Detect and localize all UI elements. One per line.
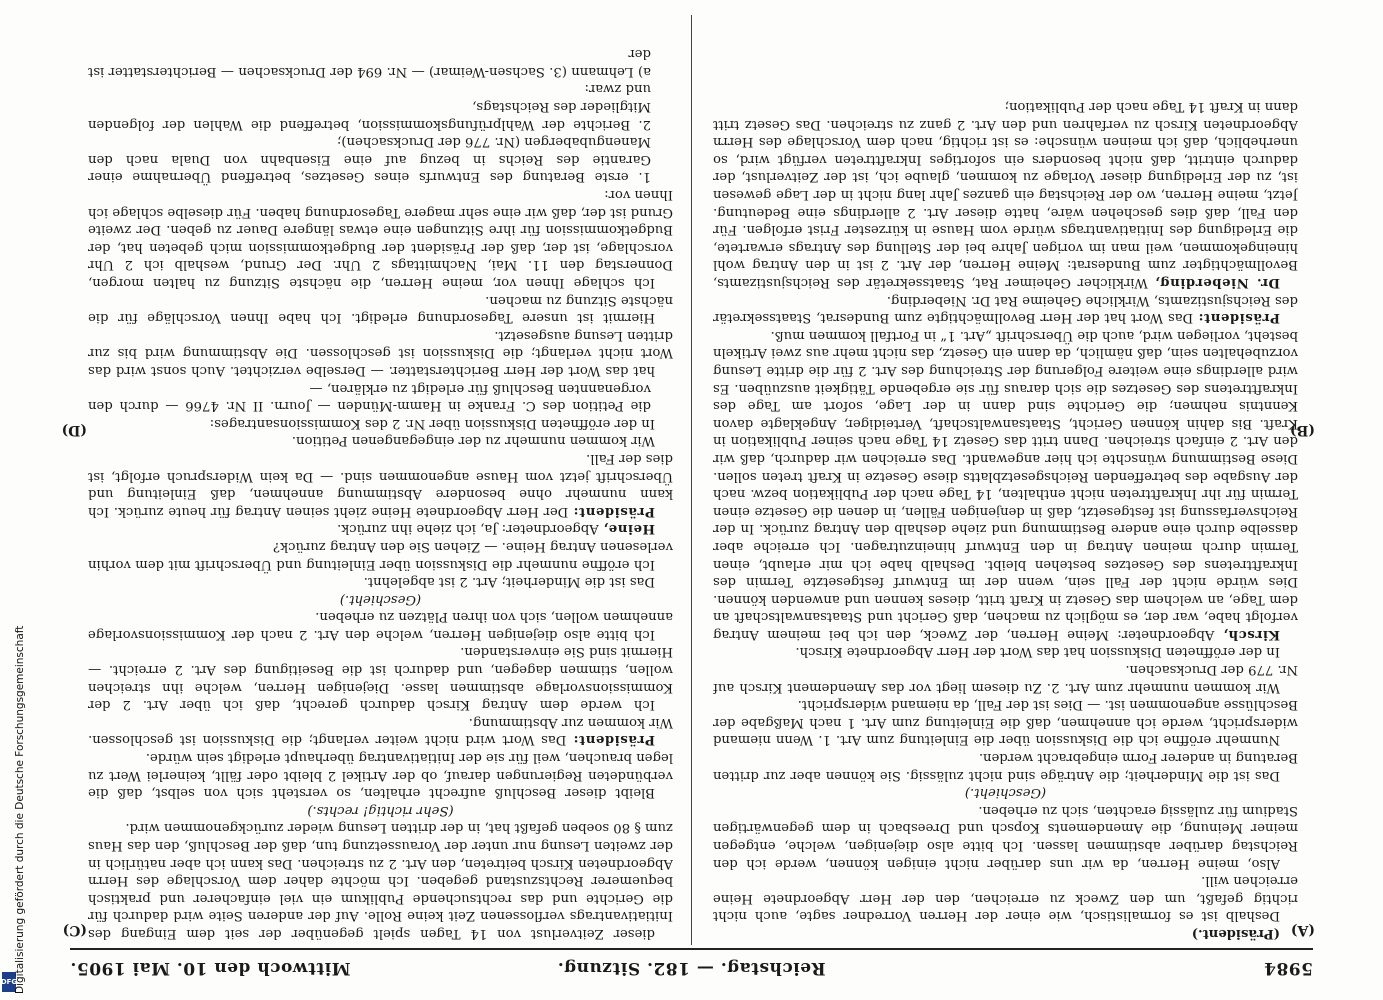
- agenda-item: a) Lehmann (3. Sachsen-Weimar) — Nr. 694 der Drucksachen — Berichterstatter ist der: [88, 46, 651, 79]
- agenda-item: und zwar:: [584, 81, 651, 97]
- paragraph: Ich schlage Ihnen vor, meine Herren, die nächste Sitzung zu halten morgen, Donnerstag den 11. Mai, Nachmittags 2 Uhr. Der Grund, weshalb ich 2 Uhr vorschlage, ist der, daß der Präsident der Budgetkommission mich gebeten hat, der Budgetkommission für ihre Sitzungen eine etwas längere Dauer zu geben. Der zweite Grund ist der, daß wir eine sehr magere Tagesordnung haben. Für dieselbe schlage ich Ihnen vor:: [88, 187, 673, 291]
- session-date: Mittwoch den 10. Mai 1905.: [70, 958, 351, 978]
- left-column: [713, 22, 1298, 942]
- speech-text: Abgeordneter: Meine Herren, der Zweck, den ich bei meinem Antrag verfolgt habe, war der, es möglich zu machen, daß Gericht und Staatsanwaltschaft an dem Tage, an welchem das Gesetz in Kraft tritt, dieses kennen und anwenden können. Dies würde nicht der Fall sein, wenn der im Entwurf festgesetzte Termin des Inkrafttretens des Gesetzes bestehen bleibt. Deshalb habe ich mir erlaubt, einen Termin durch meinen Antrag in den Entwurf hineinzutragen. Ich erreiche aber dasselbe durch eine andere Bestimmung und ziehe deshalb den Antrag zurück. In der Reichsverfassung ist festgesetzt, daß in denjenigen Fällen, in denen die Gesetze einen Termin für ihr Inkrafttreten nicht enthalten, 14 Tage nach der Publikation bezw. nach der Ausgabe des betreffenden Reichsgesetzblatts diese Gesetze in Kraft treten sollen. Diese Bestimmung wünschte ich hier angewandt. Das erreichen wir dadurch, daß wir den Art. 2 einfach streichen. Dann tritt das Gesetz 14 Tage nach seiner Publikation in Kraft. Bis dahin können Gericht, Staatsanwaltschaft, Verteidiger, Angeklagte davon Kenntnis nehmen; die Gerichte sind dann in der Lage, sofort am Tage des Inkrafttretens des Gesetzes die sich daraus für sie ergebende Tätigkeit auszuüben. Es wird allerdings eine weitere Folgerung der Streichung des Art. 2 für die dritte Lesung vorzubehalten sein, daß nämlich, da dann ein Gesetz, das nicht mehr aus zwei Artikeln besteht, vorliegen wird, auch die Überschrift „Art. 1“ in Fortfall kommen muß.: [713, 327, 1298, 642]
- agenda-item: 1. erste Beratung des Entwurfs eines Gesetzes, betreffend Übernahme einer Garantie des Reichs in bezug auf eine Eisenbahn von Duala nach den Manengubabergen (Nr. 776 der Drucksachen);: [88, 134, 651, 185]
- paragraph: dieser Zeitverlust von 14 Tagen spielt gegenüber der seit dem Eingang des Initiativantrags verflossenen Zeit keine Rolle. Auf der anderen Seite wird dadurch für die Gerichte und das rechtsuchende Publikum ein viel einfacherer und praktisch bequemerer Rechtszustand gegeben. Ich möchte daher dem Vorschlage des Herrn Abgeordneten Kirsch beitreten, den Art. 2 zu streichen. Das kann ich aber natürlich in der zweiten Lesung nur unter der Voraussetzung tun, daß der Beschluß, den das Haus zum § 80 soeben gefaßt hat, in der dritten Lesung wieder zurückgenommen wird.: [88, 820, 673, 941]
- paragraph: In der eröffneten Diskussion hat das Wort der Herr Abgeordnete Kirsch.: [795, 644, 1280, 660]
- speaker-name: Kirsch,: [1222, 626, 1280, 642]
- speech-text: Wirklicher Geheimer Rat, Staatssekretär des Reichsjustizamts, Bevollmächtigter zum Bundesrat: Meine Herren, der Art. 2 ist in den Antrag wohl hineingekommen, weil man im vorigen Jahre bei der Stellung des Antrags erwartete, die Erledigung des Initiativantrags würde vom Hause in kürzester Frist erfolgen. Für den Fall, daß dies geschehen wäre, hatte dieser Art. 2 allerdings eine Bedeutung. Jetzt, meine Herren, wo der Reichstag ein ganzes Jahr lang nicht in der Lage gewesen ist, zu der Erledigung dieser Vorlage zu kommen, glaube ich, ist der Zeitverlust, der dadurch eintritt, daß nicht besonders ein sofortiges Inkrafttreten verfügt wird, so unerheblich, daß ich meinen wünsche: es ist richtig, nach dem Vorschlage des Herrn Abgeordneten Kirsch zu verfahren und den Art. 2 ganz zu streichen. Das Gesetz tritt dann in Kraft 14 Tage nach der Publikation;: [713, 99, 1298, 291]
- stage-direction: (Geschieht.): [339, 591, 422, 607]
- speech-text: Der Herr Abgeordnete Heine zieht seinen Antrag für heute zurück. Ich kann nunmehr ohne besondere Abstimmung annehmen, daß Einleitung und Überschrift jetzt vom Hause angenommen sind. — Da kein Widerspruch erfolgt, ist dies der Fall.: [88, 450, 673, 519]
- margin-letter-c: (C): [62, 922, 87, 938]
- page-header: [70, 950, 1313, 978]
- paragraph: Bleibt dieser Beschluß aufrecht erhalten, so versteht sich von selbst, daß die verbündeten Regierungen darauf, ob der Artikel 2 bleibt oder fällt, keinerlei Wert zu legen brauchen, weil für sie der Initiativantrag überhaupt erledigt sein würde.: [88, 750, 673, 801]
- digitization-text: Digitalisierung gefördert durch die Deutsche Forschungsgemeinschaft: [14, 625, 26, 994]
- margin-letter-d: (D): [61, 422, 87, 438]
- paragraph: Deshalb ist es formalistisch, wie einer der Herren Vorredner sagte, auch nicht richtig gefaßt, um den Zweck zu erreichen, den der Herr Abgeordnete Heine erreichen will.: [713, 873, 1298, 924]
- speech-text: Das Wort wird nicht weiter verlangt; die Diskussion ist geschlossen. Wir kommen zur Abstimmung.: [88, 714, 673, 748]
- paragraph: [88, 520, 673, 538]
- paragraph: [88, 449, 673, 519]
- speaker-name: Dr. Nieberding,: [1154, 275, 1280, 291]
- paragraph: Hiermit ist unsere Tagesordnung erledigt. Ich habe Ihnen Vorschläge für die nächste Sitzung zu machen.: [88, 292, 673, 326]
- margin-letter-a: (A): [1290, 922, 1315, 938]
- stage-direction: (Sehr richtig! rechts.): [307, 802, 454, 818]
- margin-letter-b: (B): [1289, 422, 1315, 438]
- paragraph: [713, 98, 1298, 292]
- paragraph: Also, meine Herren, da wir uns darüber nicht einigen können, werde ich den Reichstag darüber abstimmen lassen. Ich bitte also diejenigen, welche, entgegen meiner Meinung, die Amendements Kopsch und Dreesbach in dem gegenwärtigen Stadium für zulässig erachten, sich zu erheben.: [713, 802, 1298, 871]
- speaker-name: Heine,: [602, 521, 655, 537]
- paragraph: Das ist die Minderheit; Art. 2 ist abgelehnt.: [363, 574, 655, 590]
- agenda-item: 2. Berichte der Wahlprüfungskommission, betreffend die Wahlen der folgenden Mitglieder des Reichstags,: [88, 99, 651, 132]
- paragraph: In der eröffneten Diskussion über Nr. 2 des Kommissionsantrages:: [209, 415, 655, 431]
- speech-text: Das Wort hat der Herr Bevollmächtigte zum Bundesrat, Staatssekretär des Reichsjustizamts, Wirkliche Geheime Rat Dr. Nieberding.: [713, 292, 1298, 326]
- speaker-name: Präsident:: [572, 732, 655, 748]
- paragraph: Wir kommen nunmehr zum Art. 2. Zu diesem liegt vor das Amendement Kirsch auf Nr. 779 der Drucksachen.: [713, 662, 1298, 695]
- speaker-name: Präsident:: [1197, 310, 1280, 326]
- paragraph: Ich bitte also diejenigen Herren, welche den Art. 2 nach der Kommissionsvorlage annehmen wollen, sich von ihren Plätzen zu erheben.: [88, 609, 673, 642]
- paragraph: Wir kommen nunmehr zu der eingegangenen Petition.: [291, 433, 655, 449]
- speaker-heading: (Präsident.): [1191, 926, 1280, 941]
- paragraph: Nunmehr eröffne ich die Diskussion über die Einleitung zum Art. 1. Wenn niemand widerspricht, werde ich annehmen, daß die Einleitung zum Art. 1 nach Maßgabe der Beschlüsse angenommen ist. — Dies ist der Fall, da niemand widerspricht.: [713, 697, 1298, 748]
- paragraph: [88, 713, 673, 748]
- digitization-notice: [0, 600, 26, 994]
- stage-direction: (Geschieht.): [964, 785, 1047, 801]
- header-rule: [70, 948, 1313, 950]
- page-number: 5984: [1263, 958, 1313, 978]
- paragraph: [713, 291, 1298, 326]
- paragraph: Ich eröffne nunmehr die Diskussion über Einleitung und Überschrift mit dem vorhin verlesenen Antrag Heine. — Ziehen Sie den Antrag zurück?: [88, 538, 673, 572]
- paragraph: [713, 326, 1298, 643]
- right-column: [88, 22, 673, 942]
- speech-text: Abgeordneter: Ja, ich ziehe ihn zurück.: [337, 521, 603, 537]
- agenda-item: die Petition des C. Franke in Hamm-Münden — Journ. II Nr. 4766 — durch den vorgenannten Beschluß für erledigt zu erklären, —: [88, 380, 651, 414]
- speaker-name: Präsident:: [572, 503, 655, 519]
- session-title: Reichstag. — 182. Sitzung.: [557, 958, 826, 978]
- paragraph: hat das Wort der Herr Berichterstatter. — Derselbe verzichtet. Auch sonst wird das Wort nicht verlangt; die Diskussion ist geschlossen. Die Abstimmung wird bis zur dritten Lesung ausgesetzt.: [88, 327, 673, 378]
- paragraph: Das ist die Minderheit; die Anträge sind nicht zulässig. Sie können aber zur dritten Beratung in anderer Form eingebracht werden.: [713, 750, 1298, 783]
- column-separator: [691, 15, 692, 945]
- paragraph: Ich werde dem Antrag Kirsch dadurch gerecht, daß ich über Art. 2 der Kommissionsvorlage abstimmen lasse. Diejenigen Herren, welche ihn streichen wollen, stimmen dagegen, und dadurch ist die Beseitigung des Art. 2 erreicht. — Hiermit sind Sie einverstanden.: [88, 644, 673, 713]
- dfg-logo: DFG: [2, 972, 16, 992]
